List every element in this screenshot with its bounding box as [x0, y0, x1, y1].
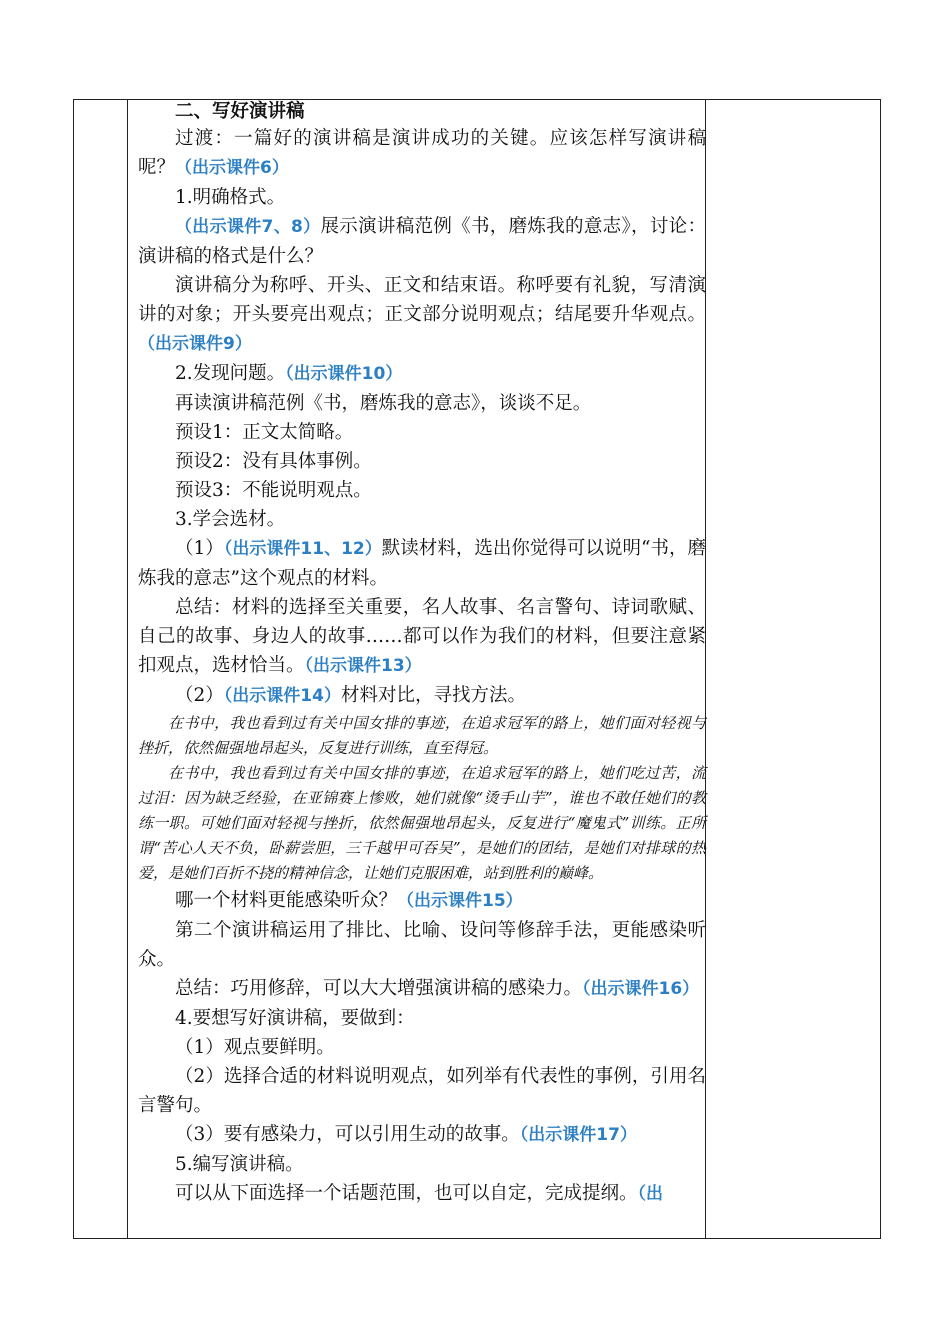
paragraph-format-explain: 演讲稿分为称呼、开头、正文和结束语。称呼要有礼貌，写清演讲的对象；开头要亮出观点；正文部分说明观点；结尾要升华观点。（出示课件9） [138, 275, 706, 354]
material-sample-2: 在书中，我也看到过有关中国女排的事迹，在追求冠军的路上，她们吃过苦，流过泪：因为缺乏经验，在亚锦赛上惨败，她们就像“烫手山芋”，谁也不敢任她们的教练一职。可她们面对轻视与挫折，依然倔强地昂起头，反复进行“魔鬼式”训练。正所谓“苦心人天不负，卧薪尝胆，三千越甲可吞吴”，是她们的团结，是她们对排球的热爱，是她们百折不挠的精神信念，让她们克服困难，站到胜利的巅峰。 [138, 764, 706, 882]
paragraph-preset-2: 预设2：没有具体事例。 [175, 451, 372, 472]
paragraph-select-material: （1）（出示课件11、12）默读材料，选出你觉得可以说明“书，磨炼我的意志”这个观点的材料。 [138, 538, 706, 589]
paragraph-format-demo: （出示课件7、8）展示演讲稿范例《书，磨炼我的意志》，讨论：演讲稿的格式是什么？ [138, 216, 706, 267]
paragraph-point-3: （3）要有感染力，可以引用生动的故事。（出示课件17） [175, 1124, 637, 1145]
paragraph-preset-1: 预设1：正文太简略。 [175, 422, 354, 443]
paragraph-second-better: 第二个演讲稿运用了排比、比喻、设问等修辞手法，更能感染听众。 [138, 920, 706, 970]
lesson-content-cell [138, 100, 706, 1209]
paragraph-transition: 过渡：一篇好的演讲稿是演讲成功的关键。应该怎样写演讲稿呢？（出示课件6） [138, 128, 706, 178]
material-sample-1: 在书中，我也看到过有关中国女排的事迹，在追求冠军的路上，她们面对轻视与挫折，依然倔强地昂起头，反复进行训练，直至得冠。 [138, 714, 706, 757]
paragraph-which-better: 哪一个材料更能感染听众？（出示课件15） [175, 890, 523, 911]
paragraph-material-summary: 总结：材料的选择至关重要，名人故事、名言警句、诗词歌赋、自己的故事、身边人的故事……都可以作为我们的材料，但要注意紧扣观点，选材恰当。（出示课件13） [138, 597, 706, 676]
paragraph-outline: 可以从下面选择一个话题范围，也可以自定，完成提纲。（出 [175, 1183, 664, 1204]
paragraph-point-2: （2）选择合适的材料说明观点，如列举有代表性的事例，引用名言警句。 [138, 1066, 706, 1116]
paragraph-rhetoric-summary: 总结：巧用修辞，可以大大增强演讲稿的感染力。（出示课件16） [175, 978, 700, 999]
lesson-table [73, 99, 881, 1239]
paragraph-step-1: 1.明确格式。 [175, 187, 286, 208]
paragraph-compare: （2）（出示课件14）材料对比，寻找方法。 [175, 685, 526, 706]
paragraph-preset-3: 预设3：不能说明观点。 [175, 480, 372, 501]
paragraph-step-3: 3.学会选材。 [175, 509, 286, 530]
column-divider-1 [127, 100, 128, 1238]
paragraph-step-2: 2.发现问题。（出示课件10） [175, 363, 403, 384]
paragraph-reread: 再读演讲稿范例《书，磨炼我的意志》，谈谈不足。 [175, 393, 592, 414]
paragraph-point-1: （1）观点要鲜明。 [175, 1037, 335, 1058]
section-title: 二、写好演讲稿 [175, 101, 305, 122]
paragraph-step-4: 4.要想写好演讲稿，要做到： [175, 1008, 415, 1029]
paragraph-step-5: 5.编写演讲稿。 [175, 1154, 304, 1175]
